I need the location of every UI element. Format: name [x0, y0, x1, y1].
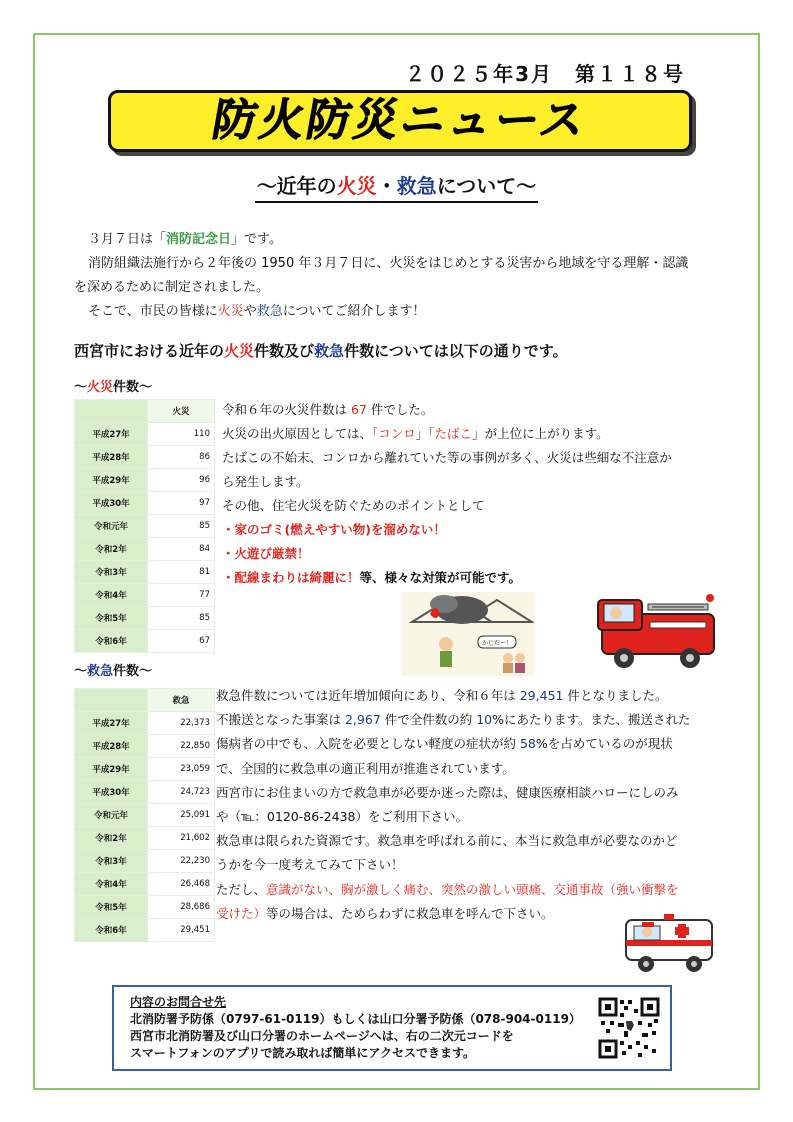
subtitle-amb: 救急 — [396, 174, 437, 198]
fire-row-year: 令和4年 — [75, 584, 148, 607]
amb-l6: や（℡：0120-86-2438）をご利用下さい。 — [216, 809, 468, 825]
amb-row — [75, 827, 215, 850]
fire-row — [75, 584, 215, 607]
tip-no-fireplay: ・火遊び厳禁！ — [222, 546, 310, 561]
contact-text — [130, 994, 581, 1062]
contact-line3: スマートフォンのアプリで読み取れば簡単にアクセスできます。 — [130, 1046, 476, 1060]
amb-row-year: 平成28年 — [75, 735, 148, 758]
lead-e: 件数については以下の通りです。 — [344, 342, 568, 360]
fire-row — [75, 607, 215, 630]
amb-row-value: 28,686 — [148, 896, 215, 919]
amb-row-year: 令和4年 — [75, 873, 148, 896]
amb-row-value: 22,373 — [148, 712, 215, 735]
amb-table-corner — [75, 689, 148, 712]
fire-row-year: 平成27年 — [75, 423, 148, 446]
amb-row-year: 令和5年 — [75, 896, 148, 919]
amb-row-value: 22,850 — [148, 735, 215, 758]
amb-l1-a: 救急件数については近年増加傾向にあり、令和６年は — [216, 688, 520, 703]
ambulance-icon — [620, 906, 716, 976]
fire-row-year: 平成28年 — [75, 446, 148, 469]
house-fire-icon — [402, 592, 534, 676]
amb-row-year: 令和3年 — [75, 850, 148, 873]
amb-count: 29,451 — [519, 688, 564, 703]
amb-row — [75, 735, 215, 758]
amb-row-value: 29,451 — [148, 919, 215, 942]
fire-row-year: 令和元年 — [75, 515, 148, 538]
fire-row-value: 97 — [148, 492, 215, 515]
amb-l7: 救急車は限られた資源です。救急車を呼ばれる前に、本当に救急車が必要なのかど — [216, 833, 678, 849]
amb-l4: で、全国的に救急車の適正利用が推進されています。 — [216, 760, 515, 776]
amb-row — [75, 896, 215, 919]
amb-l8: うかを今一度考えてみて下さい！ — [216, 857, 404, 873]
fire-row-year: 令和5年 — [75, 607, 148, 630]
amb-row — [75, 850, 215, 873]
fire-truck-icon — [592, 584, 722, 674]
fire-row — [75, 538, 215, 561]
fire-l2-c: 」「 — [415, 426, 435, 441]
qr-code-icon[interactable] — [598, 997, 660, 1059]
fire-row-year: 平成29年 — [75, 469, 148, 492]
intro-text — [74, 228, 724, 324]
intro-line4-e: についてご紹介します！ — [282, 304, 426, 319]
fire-l1-a: 令和６年の火災件数は — [222, 402, 351, 417]
ambulance-illustration — [620, 906, 716, 976]
amb-text — [216, 684, 752, 926]
intro-line4-fire: 火災 — [217, 304, 244, 319]
fire-row-value: 67 — [148, 630, 215, 653]
speech-text: かじだー！ — [481, 640, 513, 647]
amb-l5: 西宮市にお住まいの方で救急車が必要か迷った際は、健康医療相談ハローにしのみ — [216, 784, 679, 800]
fire-count: 67 — [350, 402, 367, 417]
amb-row-year: 令和6年 — [75, 919, 148, 942]
fire-row-value: 96 — [148, 469, 215, 492]
fire-row — [75, 515, 215, 538]
fire-l1-c: 件でした。 — [366, 402, 434, 417]
amb-row-value: 22,230 — [148, 850, 215, 873]
house-fire-illustration — [402, 592, 534, 676]
amb-row-value: 23,059 — [148, 758, 215, 781]
amb-l2-e: %にあたります。また、搬送された — [492, 712, 691, 728]
amb-row — [75, 758, 215, 781]
contact-phones: 北消防署予防係（0797-61-0119）もしくは山口分署予防係（078-904-0119） — [130, 1012, 581, 1026]
fire-table-header: 火災 — [148, 400, 215, 423]
amb-row-value: 25,091 — [148, 804, 215, 827]
cause-tobacco: たばこ — [434, 426, 473, 441]
fire-l2-a: 火災の出火原因としては、「 — [222, 426, 379, 441]
lead-fire: 火災 — [224, 342, 255, 360]
amb-row — [75, 919, 215, 942]
intro-line4-amb: 救急 — [256, 304, 283, 319]
memorial-day: 消防記念日 — [166, 232, 232, 247]
fire-l8-b: 等、様々な対策が可能です。 — [359, 570, 522, 585]
fire-row-year: 令和3年 — [75, 561, 148, 584]
intro-line1-c: 」です。 — [231, 232, 282, 247]
fire-row-value: 86 — [148, 446, 215, 469]
contact-box — [112, 985, 672, 1071]
fire-row-value: 81 — [148, 561, 215, 584]
fire-row-value: 84 — [148, 538, 215, 561]
lead-a: 西宮市における近年の — [74, 342, 225, 360]
subtitle — [0, 170, 793, 203]
fire-row-value: 77 — [148, 584, 215, 607]
subtitle-fire: 火災 — [336, 174, 377, 198]
lead-text — [74, 340, 568, 361]
subtitle-suffix: について～ — [436, 174, 537, 198]
amb-l2-a: 不搬送となった事案は — [216, 712, 345, 728]
emergency-cases-end: 受けた） — [216, 905, 267, 921]
amb-l10-b: 等の場合は、ためらわずに救急車を呼んで下さい。 — [266, 905, 554, 921]
fire-row — [75, 469, 215, 492]
title-banner — [108, 90, 692, 152]
amb-l9-a: ただし、 — [216, 881, 267, 897]
intro-line4-c: や — [243, 304, 257, 319]
issue-number: ２０２５年3月 第１１８号 — [405, 62, 685, 86]
fire-row — [75, 492, 215, 515]
fire-row-year: 平成30年 — [75, 492, 148, 515]
contact-line2: 西宮市北消防署及び山口分署のホームページへは、右の二次元コードを — [130, 1029, 514, 1043]
amb-row — [75, 873, 215, 896]
amb-title-a: ～ — [74, 664, 88, 679]
fire-l4: ら発生します。 — [222, 474, 309, 489]
fire-title-a: ～ — [74, 380, 88, 395]
fire-section-title — [74, 376, 152, 395]
fire-row — [75, 446, 215, 469]
fire-row-value: 85 — [148, 515, 215, 538]
amb-row — [75, 781, 215, 804]
intro-line2: 消防組織法施行から２年後の 1950 年３月７日に、火災をはじめとする災害から地域を守る理解・認識 — [88, 256, 689, 271]
fire-row — [75, 630, 215, 653]
cause-stove: コンロ — [378, 426, 416, 441]
mild-pct: 58 — [519, 736, 536, 752]
amb-row-value: 24,723 — [148, 781, 215, 804]
amb-section-title — [74, 660, 152, 679]
fire-row-year: 令和6年 — [75, 630, 148, 653]
non-transport-count: 2,967 — [344, 712, 381, 728]
fire-row-year: 令和2年 — [75, 538, 148, 561]
non-transport-pct: 10 — [476, 712, 493, 728]
tip-garbage: ・家のゴミ(燃えやすい物)を溜めない！ — [222, 522, 446, 537]
amb-table-header: 救急 — [148, 689, 215, 712]
amb-row-year: 平成29年 — [75, 758, 148, 781]
amb-row-year: 令和元年 — [75, 804, 148, 827]
fire-row — [75, 561, 215, 584]
amb-title-b: 救急 — [87, 664, 114, 679]
intro-line1-a: ３月７日は「 — [88, 232, 167, 247]
fire-row-value: 85 — [148, 607, 215, 630]
tip-wiring: ・配線まわりは綺麗に！ — [222, 570, 360, 585]
fire-row-value: 110 — [148, 423, 215, 446]
lead-amb: 救急 — [314, 342, 345, 360]
fire-title-b: 火災 — [87, 380, 114, 395]
amb-l3-c: %を占めているのが現状 — [535, 736, 673, 752]
intro-line4-a: そこで、市民の皆様に — [88, 304, 218, 319]
fire-l5: その他、住宅火災を防ぐためのポイントとして — [222, 498, 485, 513]
fire-row — [75, 423, 215, 446]
amb-row-year: 平成27年 — [75, 712, 148, 735]
lead-c: 件数及び — [254, 342, 315, 360]
amb-title-c: 件数～ — [113, 664, 153, 679]
contact-title: 内容のお問合せ先 — [130, 995, 227, 1009]
emergency-cases: 意識がない、胸が激しく痛む、突然の激しい頭痛、交通事故（強い衝撃を — [266, 881, 679, 897]
subtitle-dot: ・ — [376, 174, 397, 198]
fire-title-c: 件数～ — [113, 380, 153, 395]
fire-l3: たばこの不始末、コンロから離れていた等の事例が多く、火災は些細な不注意か — [222, 450, 672, 465]
amb-row-value: 21,602 — [148, 827, 215, 850]
amb-row — [75, 804, 215, 827]
fire-table-corner — [75, 400, 148, 423]
amb-l1-c: 件となりました。 — [563, 688, 668, 703]
amb-l2-c: 件で全件数の約 — [380, 712, 477, 728]
subtitle-prefix: ～近年の — [256, 174, 337, 198]
fire-truck-illustration — [592, 584, 722, 674]
amb-row-value: 26,468 — [148, 873, 215, 896]
intro-line3: を深めるために制定されました。 — [74, 280, 270, 295]
amb-l3-a: 傷病者の中でも、入院を必要としない軽度の症状が約 — [216, 736, 520, 752]
amb-row — [75, 712, 215, 735]
amb-row-year: 平成30年 — [75, 781, 148, 804]
fire-table — [74, 399, 215, 653]
fire-text — [222, 398, 754, 590]
amb-row-year: 令和2年 — [75, 827, 148, 850]
fire-l2-e: 」が上位に上がります。 — [472, 426, 609, 441]
amb-table — [74, 688, 215, 942]
banner-title: 防火防災ニュース — [208, 95, 592, 146]
